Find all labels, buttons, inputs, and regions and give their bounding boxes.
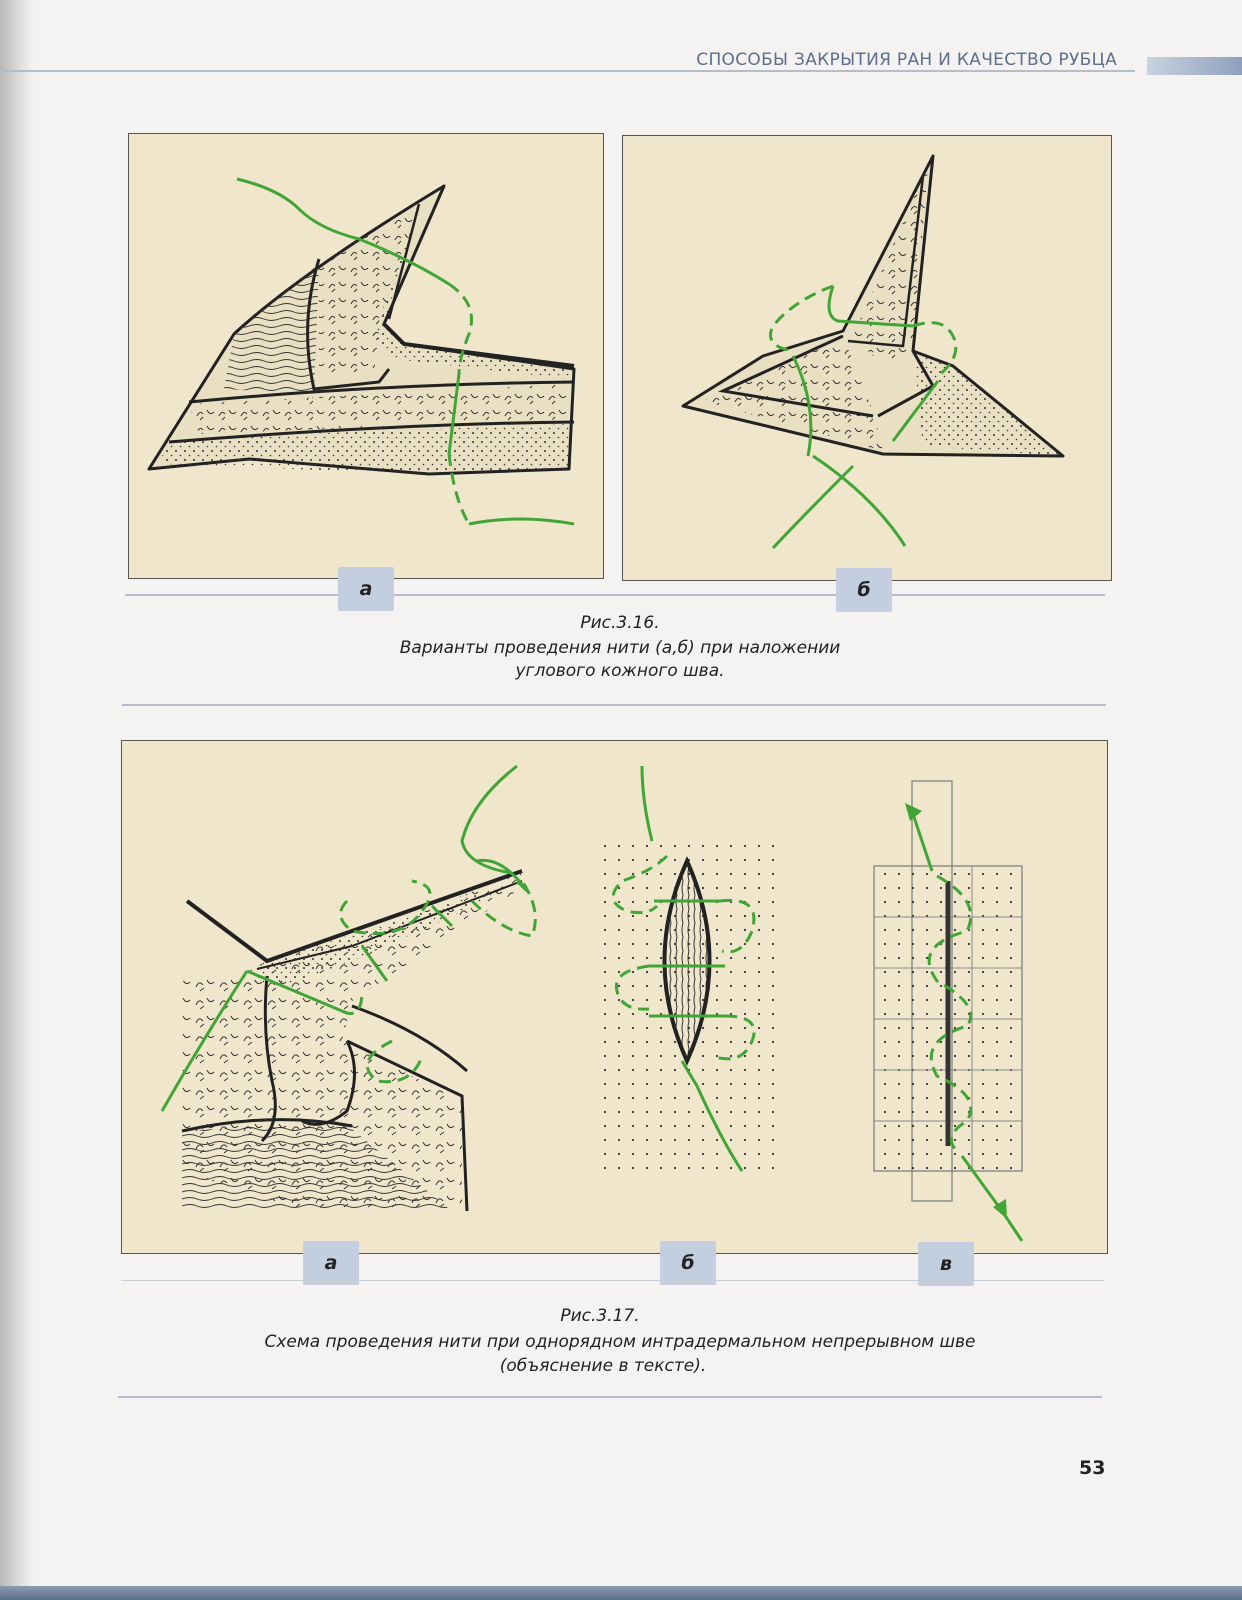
figure-3-17-panel (121, 740, 1108, 1254)
figure-3-16-label-a: а (338, 567, 394, 611)
figure-3-17-caption-number: Рис.3.17. (560, 1306, 640, 1326)
figure-3-17-caption-line1: Схема проведения нити при однорядном интрадермальном непрерывном шве (264, 1332, 976, 1352)
figure-3-16-panel-a (128, 133, 604, 579)
figure-3-17-rule-top (121, 1280, 1104, 1281)
figure-3-17-label-v: в (918, 1242, 974, 1286)
book-binding-shadow (0, 0, 34, 1600)
figure-3-16-rule-bottom (122, 704, 1106, 706)
figure-3-16-label-b: б (836, 568, 892, 612)
page-number: 53 (1079, 1457, 1106, 1479)
running-header: СПОСОБЫ ЗАКРЫТИЯ РАН И КАЧЕСТВО РУБЦА (696, 50, 1117, 70)
header-color-tab (1147, 57, 1242, 75)
figure-3-16-caption-line2: углового кожного шва. (515, 661, 725, 681)
figure-3-16-caption-line1: Варианты проведения нити (а,б) при наложении (399, 638, 841, 658)
figure-3-16-panel-b (622, 135, 1112, 581)
figure-3-17-rule-bottom (118, 1396, 1102, 1398)
figure-3-17-label-a: а (303, 1241, 359, 1285)
figure-3-17-label-b: б (660, 1241, 716, 1285)
figure-3-16-caption-number: Рис.3.16. (580, 613, 660, 633)
figure-3-17-caption-line2: (объяснение в тексте). (499, 1356, 707, 1376)
figure-3-16-rule-top (125, 594, 1105, 596)
bottom-edge-strip (0, 1586, 1242, 1600)
header-rule (0, 70, 1135, 72)
